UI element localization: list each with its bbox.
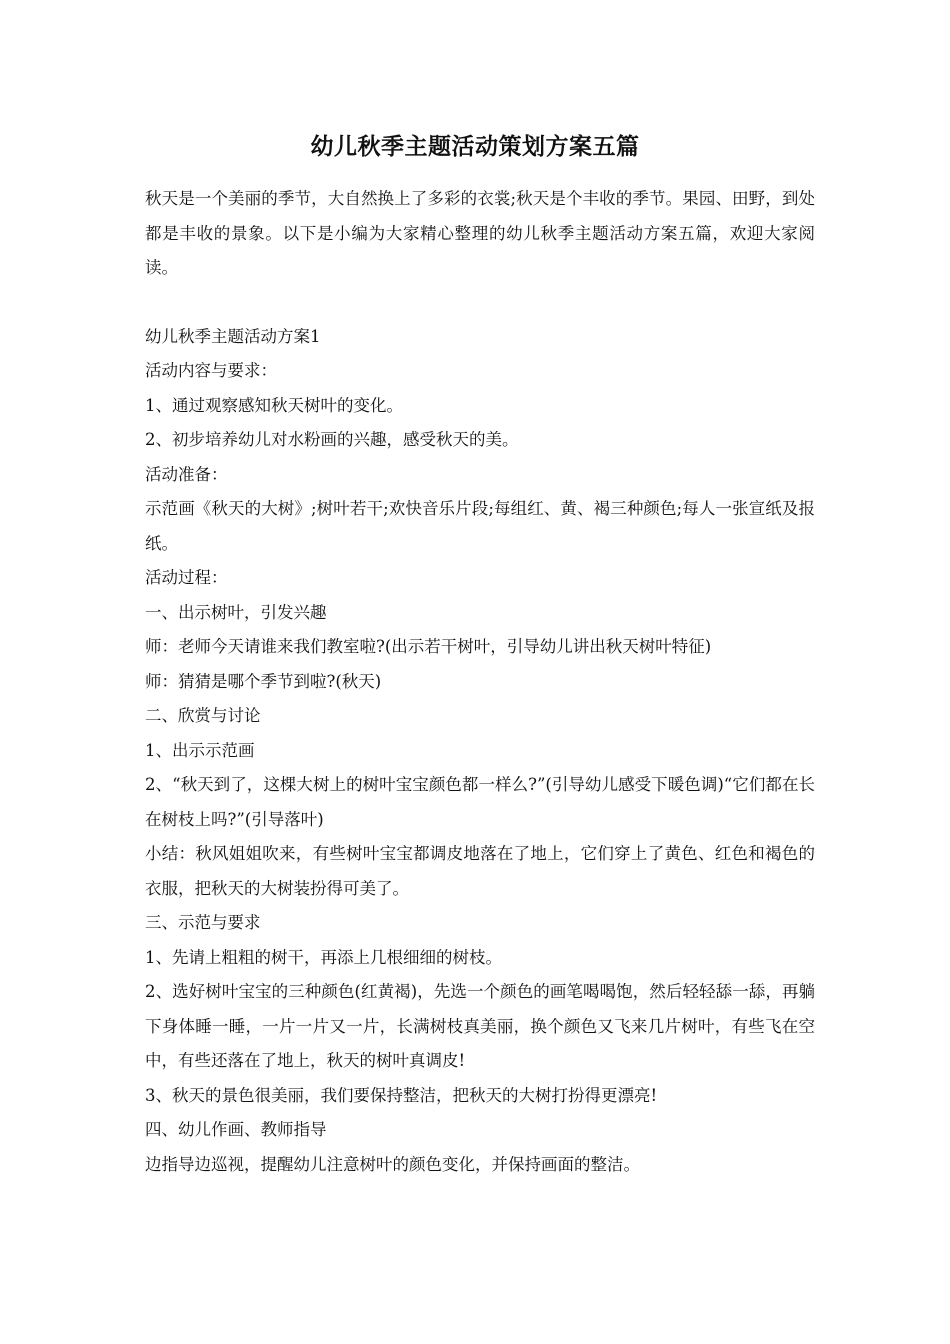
intro-paragraph: 秋天是一个美丽的季节，大自然换上了多彩的衣裳;秋天是个丰收的季节。果园、田野，到处都是丰收的景象。以下是小编为大家精心整理的幼儿秋季主题活动方案五篇，欢迎大家阅读。 — [145, 189, 815, 277]
paragraph-spacer — [145, 286, 815, 320]
step-heading: 四、幼儿作画、教师指导 — [145, 1120, 327, 1139]
list-item: 2、初步培养幼儿对水粉画的兴趣，感受秋天的美。 — [145, 430, 519, 449]
step-heading: 二、欣赏与讨论 — [145, 706, 261, 725]
body-paragraph: 边指导边巡视，提醒幼儿注意树叶的颜色变化，并保持画面的整洁。 — [145, 1154, 640, 1174]
section-heading: 幼儿秋季主题活动方案1 — [145, 326, 321, 346]
subheading: 活动准备： — [145, 464, 228, 484]
list-item: 2、选好树叶宝宝的三种颜色(红黄褐)，先选一个颜色的画笔喝喝饱，然后轻轻舔一舔，再躺下身体睡一睡，一片一片又一片，长满树枝真美丽，换个颜色又飞来几片树叶，有些飞在空中，有些还落在了地上，秋天的树叶真调皮! — [145, 982, 815, 1070]
list-item: 1、通过观察感知秋天树叶的变化。 — [145, 395, 403, 415]
subheading: 活动过程： — [145, 568, 228, 587]
list-item: 1、出示示范画 — [145, 740, 255, 760]
list-item: 2、“秋天到了，这棵大树上的树叶宝宝颜色都一样么?”(引导幼儿感受下暖色调)“它们都在长在树枝上吗?”(引导落叶) — [145, 775, 815, 829]
summary-paragraph: 小结：秋风姐姐吹来，有些树叶宝宝都调皮地落在了地上，它们穿上了黄色、红色和褐色的衣服，把秋天的大树装扮得可美了。 — [145, 844, 815, 898]
subheading: 活动内容与要求： — [145, 361, 277, 380]
list-item: 1、先请上粗粗的树干，再添上几根细细的树枝。 — [145, 947, 502, 967]
step-heading: 一、出示树叶，引发兴趣 — [145, 602, 327, 622]
list-item: 3、秋天的景色很美丽，我们要保持整洁，把秋天的大树打扮得更漂亮! — [145, 1085, 658, 1105]
body-paragraph: 示范画《秋天的大树》;树叶若干;欢快音乐片段;每组红、黄、褐三种颜色;每人一张宣纸及报纸。 — [145, 499, 815, 553]
dialogue-line: 师：老师今天请谁来我们教室啦?(出示若干树叶，引导幼儿讲出秋天树叶特征) — [145, 637, 712, 656]
document-title: 幼儿秋季主题活动策划方案五篇 — [310, 133, 640, 160]
dialogue-line: 师：猜猜是哪个季节到啦?(秋天) — [145, 671, 382, 691]
document-body — [145, 182, 815, 1182]
step-heading: 三、示范与要求 — [145, 913, 261, 932]
